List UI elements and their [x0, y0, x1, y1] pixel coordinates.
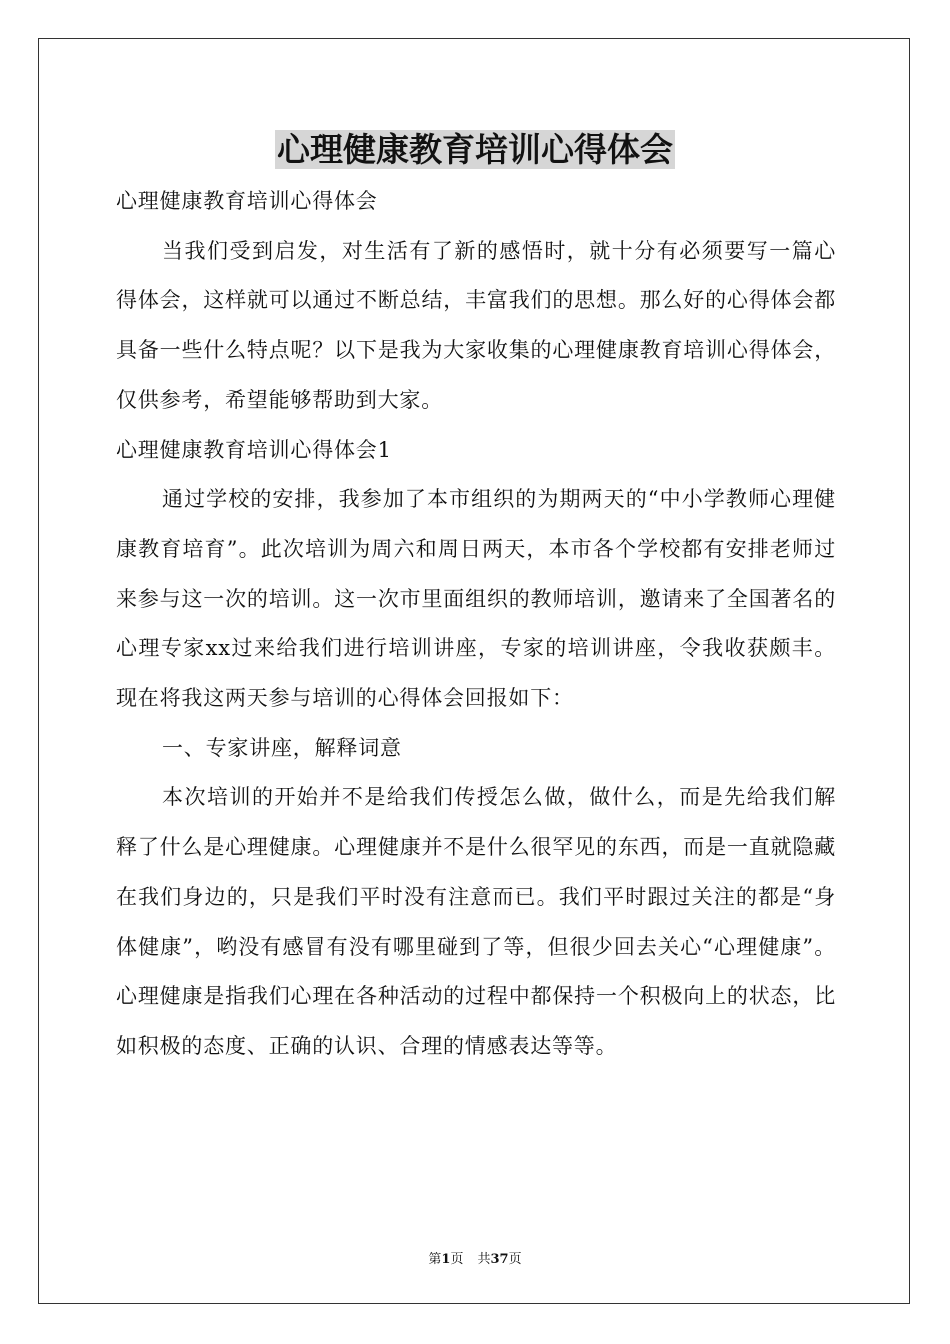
intro-paragraph: 当我们受到启发，对生活有了新的感悟时，就十分有必须要写一篇心得体会，这样就可以通过不断总结，丰富我们的思想。那么好的心得体会都具备一些什么特点呢？以下是我为大家收集的心理健康教育培训心得体会，仅供参考，希望能够帮助到大家。	[116, 238, 836, 412]
page-suffix: 页	[450, 1252, 464, 1267]
total-pages: 37	[490, 1252, 509, 1267]
section-heading: 心理健康教育培训心得体会1	[116, 437, 392, 462]
document-body	[116, 177, 836, 1072]
document-title	[0, 128, 950, 172]
section-paragraph-2: 本次培训的开始并不是给我们传授怎么做，做什么，而是先给我们解释了什么是心理健康。心理健康并不是什么很罕见的东西，而是一直就隐藏在我们身边的，只是我们平时没有注意而已。我们平时跟过关注的都是“身体健康”，哟没有感冒有没有哪里碰到了等，但很少回去关心“心理健康”。心理健康是指我们心理在各种活动的过程中都保持一个积极向上的状态，比如积极的态度、正确的认识、合理的情感表达等等。	[116, 785, 836, 1058]
document-title-text: 心理健康教育培训心得体会	[277, 130, 673, 169]
page-prefix: 第	[428, 1252, 442, 1267]
page-footer	[0, 1248, 950, 1267]
page-number: 1	[441, 1252, 451, 1267]
total-prefix: 共	[477, 1252, 491, 1267]
total-suffix: 页	[508, 1252, 522, 1267]
document-subtitle: 心理健康教育培训心得体会	[116, 189, 378, 213]
section-subheading: 一、专家讲座，解释词意	[162, 735, 402, 760]
section-paragraph-1: 通过学校的安排，我参加了本市组织的为期两天的“中小学教师心理健康教育培育”。此次培训为周六和周日两天，本市各个学校都有安排老师过来参与这一次的培训。这一次市里面组织的教师培训，邀请来了全国著名的心理专家xx过来给我们进行培训讲座，专家的培训讲座，令我收获颇丰。现在将我这两天参与培训的心得体会回报如下：	[116, 487, 836, 711]
